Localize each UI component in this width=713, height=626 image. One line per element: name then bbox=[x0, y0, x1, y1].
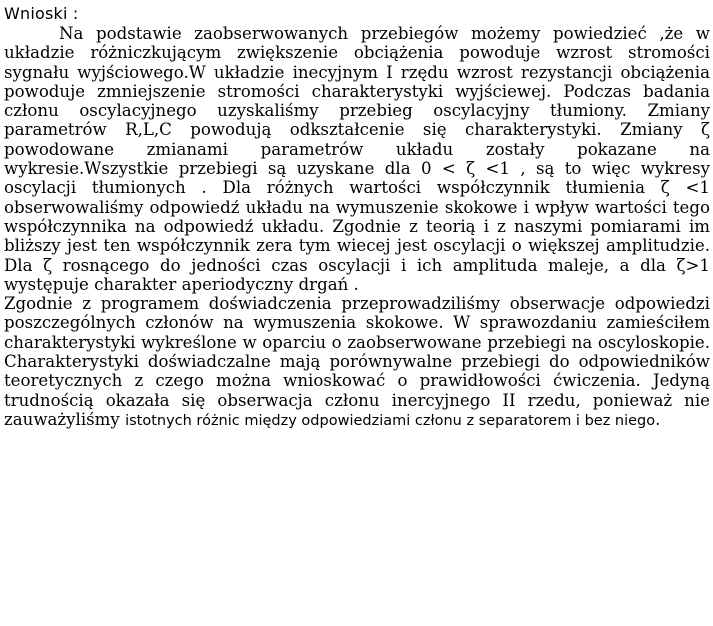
document-page bbox=[4, 5, 710, 431]
conclusions-heading: Wnioski : bbox=[4, 4, 79, 23]
paragraph-2-end: . bbox=[655, 409, 661, 429]
conclusions-paragraph-1: Na podstawie zaobserwowanych przebiegów możemy powiedzieć ,że w układzie różniczkującym zwiększenie obciążenia powoduje wzrost stromości sygnału wyjściowego.W układzie inecyjnym I rzędu wzrost rezystancji obciążenia powoduje zmniejszenie stromości charakterystyki wyjściewej. Podczas badania członu oscylacyjnego uzyskaliśmy przebieg oscylacyjny tłumiony. Zmiany parametrów R,L,C powodują odkształcenie się charakterystyki. Zmiany ζ powodowane zmianami parametrów układu zostały pokazane na wykresie.Wszystkie przebiegi są uzyskane dla 0 < ζ <1 , są to więc wykresy oscylacji tłumionych . Dla różnych wartości współczynnik tłumienia ζ <1 obserwowaliśmy odpowiedź układu na wymuszenie skokowe i wpływ wartości tego współczynnika na odpowiedź układu. Zgodnie z teorią i z naszymi pomiarami im bliższy jest ten współczynnik zera tym wiecej jest oscylacji o większej amplitudzie. Dla ζ rosnącego do jedności czas oscylacji i ich amplituda maleje, a dla ζ>1 występuje charakter aperiodyczny drgań . bbox=[4, 24, 710, 294]
paragraph-2-main-text: Zgodnie z programem doświadczenia przeprowadziliśmy obserwacje odpowiedzi poszczególnych członów na wymuszenia skokowe. W sprawozdaniu zamieściłem charakterystyki wykreślone w oparciu o zaobserwowane przebiegi na oscyloskopie. Charakterystyki doświadczalne mają porównywalne przebiegi do odpowiedników teoretycznych z czego można wnioskować o prawidłowości ćwiczenia. Jedyną trudnością okazała się obserwacja członu inercyjnego II rzedu, ponieważ nie zauważyliśmy bbox=[4, 294, 710, 429]
paragraph-2-small-text: istotnych różnic między odpowiedziami członu z separatorem i bez niego bbox=[125, 412, 656, 429]
conclusions-paragraph-2 bbox=[4, 294, 710, 431]
